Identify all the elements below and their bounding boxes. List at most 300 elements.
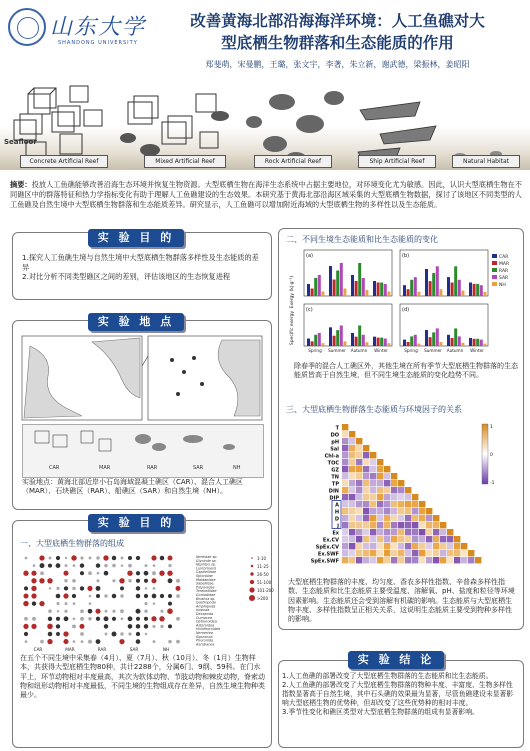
- bubble-mark: [31, 586, 36, 591]
- corr-cell: [384, 536, 390, 542]
- corr-cell: [356, 543, 362, 549]
- bubble-mark: [96, 617, 100, 621]
- corr-row-label: Ex.SWF: [317, 551, 339, 558]
- bubble-mark: [168, 564, 171, 567]
- corr-cell: [363, 529, 369, 535]
- bubble-mark: [136, 632, 140, 636]
- bubble-mark: [89, 595, 92, 598]
- label-natural-habitat: Natural Habitat: [452, 155, 520, 168]
- bubble-mark: [23, 624, 28, 629]
- bubble-mark: [47, 624, 53, 630]
- corr-cell: [426, 508, 432, 514]
- bubble-mark: [81, 640, 84, 643]
- exergy-chart: [288, 246, 518, 358]
- bubble-mark: [89, 602, 92, 605]
- corr-cell: [440, 543, 446, 549]
- bubble-mark: [120, 586, 124, 590]
- corr-cell: [398, 508, 404, 514]
- corr-cell: [342, 536, 348, 542]
- result-title: 实 验 目 的: [88, 514, 184, 532]
- exergy-panel-label: (c): [306, 307, 313, 313]
- corr-cell: [349, 529, 355, 535]
- species-label: Amphipoda: [196, 604, 216, 609]
- correlation-heatmap: [296, 418, 502, 574]
- corr-cell: [398, 557, 404, 563]
- bubble-x-label: NH: [162, 647, 170, 652]
- bubble-mark: [96, 594, 100, 598]
- bubble-mark: [39, 578, 44, 583]
- bubble-mark: [144, 602, 147, 605]
- exergy-bar: [358, 263, 361, 296]
- exergy-bar: [336, 330, 339, 346]
- bubble-mark: [96, 563, 100, 567]
- reef-photo-strip: [22, 424, 264, 478]
- corr-row-label: Sal: [330, 446, 339, 453]
- site-description: 实验地点：黄海北部近岸小石岛海域混凝土礁区（CAR）、混合人工礁区（MAR）、石块礁区（RAR）、船礁区（SAR）和自然生境（NH）。: [22, 478, 244, 495]
- corr-cell: [356, 480, 362, 486]
- mixed-reef-icon: [128, 94, 218, 148]
- corr-cell: [342, 473, 348, 479]
- bubble-mark: [128, 632, 131, 635]
- bubble-legend-label: >200: [257, 596, 268, 601]
- corr-cell: [342, 508, 348, 514]
- conclusion-title: 实 验 结 论: [348, 651, 444, 669]
- corr-cell: [363, 543, 369, 549]
- species-label: Bivalvia sp.: [196, 596, 216, 601]
- bubble-mark: [63, 571, 68, 576]
- exergy-bar: [461, 291, 464, 296]
- bubble-mark: [47, 639, 52, 644]
- corr-row-label: GZ: [331, 467, 339, 474]
- bubble-mark: [153, 640, 156, 643]
- exergy-bar: [439, 289, 442, 296]
- bubble-mark: [24, 617, 28, 621]
- abstract-text: 投放人工鱼礁能够改善沿海生态环境并恢复生物资源。大型底栖生物在海洋生态系统中占据主要地位，对环境变化尤为敏感。因此，认识大型底栖生物在不同礁区中的群落特征和热力学指标变化有助于理解人工鱼礁建设的生态效果。本研究基于黄海北部沿海区域采集的大型底栖生物数据，探讨了该地区不同类型的人工鱼礁及自然生境中大型底栖生物群落和生态能质差异。研究显示，人工鱼礁可以增加附近海域的大型底栖生物的多样性以及生态能质。: [10, 180, 522, 209]
- exergy-bar: [329, 327, 332, 346]
- bubble-mark: [31, 578, 36, 583]
- exergy-legend-swatch: [492, 275, 497, 279]
- bubble-mark: [23, 601, 29, 607]
- bubble-mark: [105, 633, 108, 636]
- bubble-mark: [168, 594, 172, 598]
- corr-cell: [342, 445, 348, 451]
- corr-cell: [419, 543, 425, 549]
- corr-cell: [426, 543, 432, 549]
- corr-cell: [349, 445, 355, 451]
- corr-cell: [342, 543, 348, 549]
- exergy-bar: [387, 343, 390, 346]
- corr-cell: [419, 522, 425, 528]
- corr-cell: [370, 452, 376, 458]
- bubble-mark: [31, 571, 36, 576]
- corr-cell: [391, 522, 397, 528]
- corr-cell: [349, 536, 355, 542]
- section3-text: 大型底栖生物群落的丰度、均匀度、香农多样性指数、辛普森多样性指数、生态能质和比生态能质主要受温度、溶解氧、pH、盐度和粒径等环境因素影响。生态能质还会受到溶解有机碳的影响。生态能质与大型底栖生物丰度、多样性指数呈正相关关系，这说明生态能质主要受到物种多样性的影响。: [288, 578, 515, 624]
- corr-cell: [342, 550, 348, 556]
- bubble-mark: [73, 602, 76, 605]
- bubble-mark: [144, 579, 148, 583]
- bubble-mark: [80, 617, 84, 621]
- map-label-sar: SAR: [193, 465, 204, 471]
- corr-cell: [426, 522, 432, 528]
- corr-cell: [356, 473, 362, 479]
- exergy-bar: [458, 336, 461, 346]
- bubble-mark: [159, 616, 164, 621]
- bubble-mark: [87, 586, 92, 591]
- corr-cell: [391, 508, 397, 514]
- corr-cell: [342, 515, 348, 521]
- abstract-label: 摘要：: [10, 180, 32, 189]
- corr-cell: [363, 550, 369, 556]
- corr-row-label: Ex.CV: [322, 537, 339, 544]
- corr-cell: [398, 515, 404, 521]
- corr-cell: [342, 466, 348, 472]
- result-text: 在五个不同生境中采集春（4月）、夏（7月）、秋（10月）、冬（1月）生物样本，共获得大型底栖生物80种，共计2288个，分属6门、9纲、59科。在门水平上，环节动物相对丰度最高，其次为软体动物、节肢动物和棘皮动物，脊索动物和纽形动物相对丰度最低，不同生境的生物组成存在差异，自然生境生物种类最少。: [20, 654, 265, 700]
- species-label: Nereidae sp.: [196, 555, 218, 559]
- exergy-bar: [365, 290, 368, 296]
- season-tick-label: Autumn: [446, 348, 464, 353]
- corr-cell: [342, 487, 348, 493]
- exergy-bar: [340, 325, 343, 346]
- specific-exergy-ylabel: Specific exergy: [290, 310, 295, 346]
- corr-cell: [433, 557, 439, 563]
- corr-cell: [426, 536, 432, 542]
- corr-cell: [342, 501, 348, 507]
- corr-cell: [356, 445, 362, 451]
- corr-cell: [468, 550, 474, 556]
- bubble-mark: [96, 579, 99, 582]
- exergy-bar: [483, 344, 486, 346]
- bubble-mark: [136, 556, 140, 560]
- species-label: Holothuroidea: [196, 627, 220, 632]
- exergy-bar: [480, 285, 483, 296]
- corr-cell: [363, 522, 369, 528]
- bubble-mark: [167, 608, 173, 614]
- bubble-mark: [56, 563, 61, 568]
- corr-cell: [356, 515, 362, 521]
- objective-list: [22, 253, 262, 282]
- objective-item-2: 2.对比分析不同类型礁区之间的差别，评估该地区的生态恢复进程: [22, 272, 231, 282]
- species-label: Asteroidea: [196, 623, 215, 628]
- bubble-mark: [136, 579, 140, 583]
- exergy-bar: [362, 278, 365, 296]
- corr-cell: [342, 494, 348, 500]
- exergy-bar: [321, 343, 324, 346]
- species-label: Sabellidae: [196, 581, 214, 586]
- poster-title: [150, 10, 525, 54]
- bubble-mark: [152, 571, 156, 575]
- bubble-mark: [168, 578, 173, 583]
- corr-cell: [384, 522, 390, 528]
- corr-row-label: DIN: [328, 488, 339, 495]
- corr-cell: [412, 515, 418, 521]
- corr-cell: [440, 536, 446, 542]
- corr-cell: [412, 522, 418, 528]
- exergy-legend-swatch: [492, 261, 497, 265]
- species-label: Nephtys sp.: [196, 562, 217, 567]
- exergy-bar: [414, 277, 417, 296]
- bubble-mark: [153, 587, 156, 590]
- corr-cell: [356, 550, 362, 556]
- bubble-mark: [64, 616, 69, 621]
- bubble-mark: [40, 640, 44, 644]
- bubble-mark: [128, 564, 132, 568]
- exergy-bar: [432, 273, 435, 296]
- corr-cell: [349, 543, 355, 549]
- objective-item-1: 1.探究人工鱼礁生境与自然生境中大型底栖生物群落多样性及生态能质的差异: [22, 253, 259, 272]
- exergy-legend-label: NH: [499, 283, 506, 288]
- conclusion-item-3: 3.季节性变化和礁区类型对大型底栖生物群落的组成有显著影响。: [282, 707, 479, 716]
- corr-cell: [363, 445, 369, 451]
- bubble-mark: [80, 632, 84, 636]
- corr-cell: [342, 438, 348, 444]
- corr-cell: [398, 550, 404, 556]
- corr-cell: [342, 522, 348, 528]
- abstract: [10, 180, 522, 210]
- bubble-mark: [32, 601, 36, 605]
- corr-cell: [391, 501, 397, 507]
- corr-cell: [377, 508, 383, 514]
- corr-cell: [405, 543, 411, 549]
- bubble-mark: [63, 639, 68, 644]
- corr-scale-label: 0: [490, 453, 493, 458]
- bubble-mark: [168, 602, 172, 606]
- corr-cell: [391, 543, 397, 549]
- corr-cell: [356, 536, 362, 542]
- bubble-legend-label: 26-50: [257, 572, 269, 577]
- exergy-bar: [318, 275, 321, 296]
- corr-cell: [433, 536, 439, 542]
- bubble-mark: [112, 617, 116, 621]
- corr-cell: [384, 515, 390, 521]
- corr-cell: [398, 536, 404, 542]
- corr-cell: [377, 501, 383, 507]
- exergy-bar: [362, 335, 365, 346]
- corr-cell: [391, 536, 397, 542]
- corr-cell: [363, 487, 369, 493]
- bubble-legend-mark: [250, 580, 254, 584]
- species-label: Decapoda: [196, 612, 214, 616]
- corr-cell: [349, 494, 355, 500]
- corr-cell: [349, 431, 355, 437]
- bubble-mark: [40, 563, 45, 568]
- corr-cell: [440, 557, 446, 563]
- objective-title: 实 验 目 的: [88, 229, 184, 247]
- corr-cell: [405, 494, 411, 500]
- concrete-reef-icon: [14, 86, 102, 158]
- corr-cell: [447, 550, 453, 556]
- corr-cell: [419, 529, 425, 535]
- corr-cell: [412, 543, 418, 549]
- exergy-bar: [417, 292, 420, 296]
- corr-row-label: SpEx.SWF: [310, 558, 339, 565]
- bubble-legend-mark: [249, 595, 255, 601]
- corr-row-label: D: [334, 516, 339, 523]
- corr-cell: [405, 529, 411, 535]
- corr-cell: [370, 550, 376, 556]
- corr-cell: [377, 557, 383, 563]
- bubble-mark: [159, 571, 164, 576]
- species-label: Lumbrineris: [196, 566, 217, 571]
- corr-cell: [419, 557, 425, 563]
- exergy-bar: [451, 283, 454, 297]
- corr-cell: [384, 487, 390, 493]
- bubble-mark: [80, 556, 83, 559]
- season-tick-label: Autumn: [350, 348, 368, 353]
- bubble-mark: [80, 624, 85, 629]
- conclusion-item-1: 1.人工鱼礁的部署改变了大型底栖生物群落的生态能质和比生态能质。: [282, 672, 493, 680]
- bubble-mark: [160, 556, 164, 560]
- bubble-mark: [96, 556, 99, 559]
- corr-cell: [363, 536, 369, 542]
- bubble-mark: [39, 601, 44, 606]
- bubble-mark: [119, 578, 124, 583]
- bubble-mark: [80, 571, 84, 575]
- corr-row-label: J: [337, 523, 339, 530]
- bubble-x-label: CAR: [33, 647, 43, 652]
- bubble-mark: [160, 594, 164, 598]
- corr-cell: [419, 536, 425, 542]
- exergy-bar: [318, 333, 321, 346]
- exergy-bar: [384, 284, 387, 296]
- corr-cell: [426, 515, 432, 521]
- corr-cell: [377, 473, 383, 479]
- label-rock-reef: Rock Artificial Reef: [254, 155, 332, 168]
- bubble-mark: [160, 610, 163, 613]
- corr-cell: [426, 557, 432, 563]
- bubble-mark: [65, 602, 68, 605]
- bubble-mark: [145, 564, 148, 567]
- bubble-mark: [56, 594, 61, 599]
- bubble-mark: [56, 617, 60, 621]
- corr-cell: [377, 529, 383, 535]
- exergy-bar: [380, 338, 383, 346]
- bubble-mark: [25, 640, 28, 643]
- bubble-mark: [97, 572, 100, 575]
- bubble-mark: [121, 557, 124, 560]
- corr-cell: [377, 494, 383, 500]
- species-label: Spionidae: [196, 574, 213, 578]
- bubble-mark: [48, 564, 52, 568]
- exergy-panel-label: (d): [402, 307, 410, 313]
- map-label-rar: RAR: [147, 465, 158, 471]
- exergy-bar: [469, 283, 472, 297]
- corr-cell: [433, 515, 439, 521]
- bubble-mark: [89, 557, 92, 560]
- exergy-bar: [307, 339, 310, 346]
- corr-cell: [384, 501, 390, 507]
- corr-cell: [377, 515, 383, 521]
- corr-row-label: pH: [331, 439, 339, 446]
- bubble-mark: [167, 555, 172, 560]
- corr-cell: [356, 557, 362, 563]
- corr-cell: [363, 494, 369, 500]
- bubble-mark: [104, 571, 109, 576]
- bubble-mark: [40, 571, 44, 575]
- bubble-mark: [128, 579, 131, 582]
- corr-cell: [377, 522, 383, 528]
- section3-title: 三、大型底栖生物群落生态能质与环境因子的关系: [286, 405, 462, 414]
- corr-cell: [349, 550, 355, 556]
- seafloor-label: Seafloor: [4, 138, 37, 146]
- bubble-mark: [144, 594, 148, 598]
- corr-cell: [356, 459, 362, 465]
- exergy-bar: [314, 335, 317, 346]
- exergy-bar: [480, 340, 483, 346]
- bubble-mark: [176, 586, 181, 591]
- season-tick-label: Spring: [308, 348, 322, 353]
- corr-cell: [412, 557, 418, 563]
- bubble-mark: [136, 624, 141, 629]
- bubble-mark: [152, 625, 155, 628]
- bubble-legend-mark: [250, 572, 253, 575]
- exergy-bar: [340, 263, 343, 296]
- exergy-bar: [410, 336, 413, 346]
- bubble-mark: [104, 616, 109, 621]
- bubble-mark: [112, 610, 115, 613]
- corr-cell: [412, 501, 418, 507]
- university-logo-text: 山东大学: [50, 15, 147, 40]
- corr-colorbar: [482, 424, 488, 484]
- bubble-mark: [168, 640, 172, 644]
- bubble-mark: [72, 624, 76, 628]
- corr-row-label: DIP: [329, 495, 339, 502]
- bubble-mark: [176, 617, 180, 621]
- corr-scale-label: -1: [490, 481, 495, 486]
- corr-cell: [384, 543, 390, 549]
- corr-cell: [454, 550, 460, 556]
- corr-cell: [370, 522, 376, 528]
- exergy-legend-label: MAR: [499, 262, 510, 267]
- exergy-panel-label: (b): [402, 253, 410, 259]
- corr-row-label: A: [335, 502, 339, 509]
- corr-row-label: Chl-a: [324, 453, 339, 460]
- bubble-mark: [33, 564, 36, 567]
- bubble-mark: [72, 594, 76, 598]
- corr-cell: [384, 494, 390, 500]
- bubble-mark: [24, 586, 28, 590]
- exergy-ylabel: Exergy (kJ·g⁻¹): [290, 275, 295, 309]
- corr-cell: [356, 452, 362, 458]
- bubble-mark: [31, 624, 36, 629]
- bubble-mark: [56, 632, 60, 636]
- bubble-mark: [176, 579, 180, 583]
- corr-cell: [412, 508, 418, 514]
- author-list: 郑斐萌，宋曼鹏，王璐，张文宇，李著，朱立新，谢武德，梁振林，姜昭阳: [205, 60, 470, 69]
- bubble-mark: [144, 624, 148, 628]
- university-logo-en: SHANDONG UNIVERSITY: [58, 40, 138, 46]
- bubble-legend-label: 51-100: [257, 580, 272, 585]
- bubble-mark: [151, 578, 156, 583]
- corr-cell: [391, 473, 397, 479]
- corr-cell: [398, 501, 404, 507]
- corr-cell: [370, 487, 376, 493]
- corr-cell: [342, 557, 348, 563]
- corr-cell: [384, 550, 390, 556]
- species-label: Cumacea: [196, 615, 212, 620]
- map-label-car: CAR: [49, 465, 60, 471]
- bubble-mark: [128, 616, 133, 621]
- corr-cell: [475, 557, 481, 563]
- bubble-legend-label: 101-200: [257, 588, 274, 593]
- exergy-bar: [432, 332, 435, 346]
- bubble-mark: [112, 632, 117, 637]
- bubble-x-label: SAR: [129, 647, 139, 652]
- corr-cell: [349, 487, 355, 493]
- corr-cell: [370, 515, 376, 521]
- bubble-mark: [136, 586, 140, 590]
- exergy-bar: [355, 337, 358, 346]
